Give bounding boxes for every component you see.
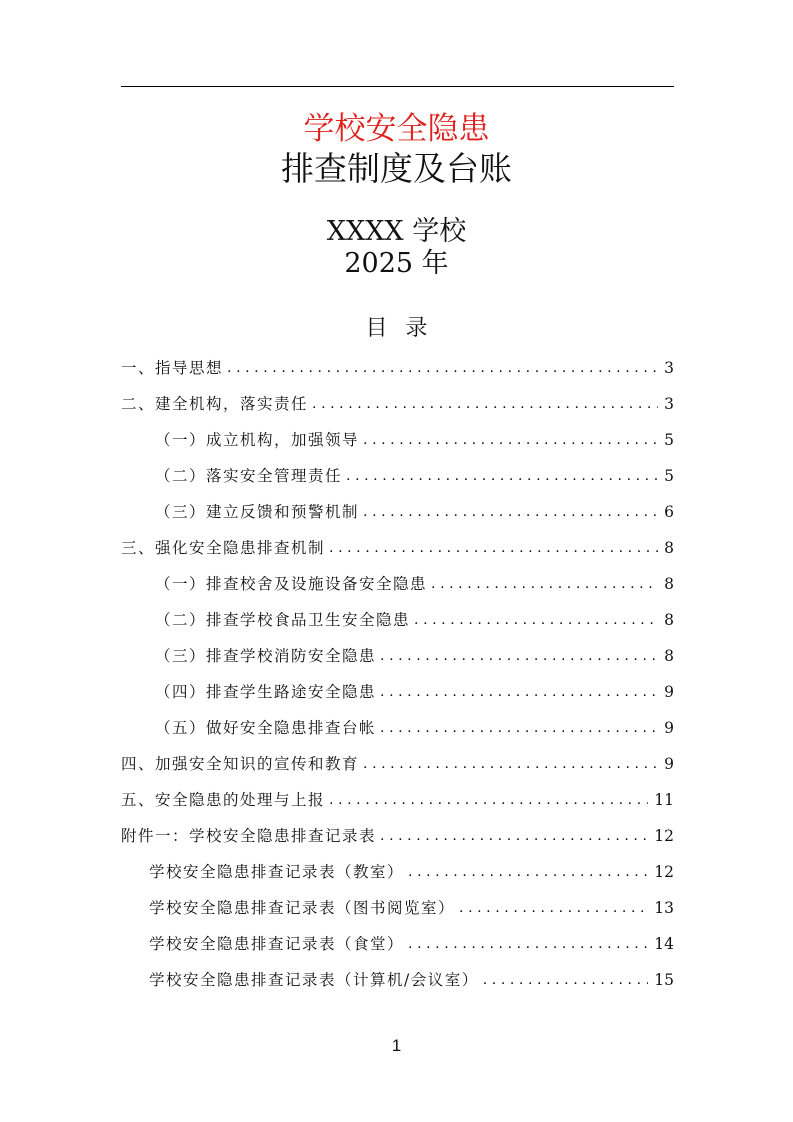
toc-entry-text: （三）排查学校消防安全隐患 <box>155 647 377 665</box>
toc-entry-page: 8 <box>664 611 674 629</box>
toc-leader-dots <box>346 466 658 486</box>
toc-entry[interactable] <box>121 926 674 962</box>
toc-entry[interactable] <box>121 350 674 386</box>
toc-entry-text: 附件一：学校安全隐患排查记录表 <box>121 827 377 845</box>
toc-entry-text: （五）做好安全隐患排查台帐 <box>155 719 377 737</box>
toc-entry[interactable] <box>121 458 674 494</box>
toc-entry-page: 12 <box>654 827 674 845</box>
school-name: XXXX 学校 <box>326 216 467 247</box>
toc-entry-text: 学校安全隐患排查记录表（图书阅览室） <box>149 899 456 917</box>
toc-leader-dots <box>329 790 648 810</box>
toc-entry-page: 8 <box>664 539 674 557</box>
document-title-line2: 排查制度及台账 <box>281 149 512 188</box>
toc-heading: 目录 <box>365 316 446 341</box>
toc-entry[interactable] <box>121 638 674 674</box>
toc-leader-dots <box>380 826 648 846</box>
toc-entry-text: （一）成立机构，加强领导 <box>155 431 360 449</box>
toc-entry-text: 学校安全隐患排查记录表（计算机/会议室） <box>149 971 479 989</box>
toc-entry[interactable] <box>121 530 674 566</box>
toc-entry[interactable] <box>121 890 674 926</box>
toc-leader-dots <box>408 934 648 954</box>
toc-entry-text: 学校安全隐患排查记录表（食堂） <box>149 935 405 953</box>
toc-leader-dots <box>380 718 658 738</box>
toc-entry-text: 二、建全机构，落实责任 <box>121 395 309 413</box>
toc-leader-dots <box>329 538 658 558</box>
toc-entry[interactable] <box>121 854 674 890</box>
toc-entry-page: 5 <box>664 467 674 485</box>
toc-entry-page: 3 <box>664 395 674 413</box>
toc-entry-page: 13 <box>654 899 674 917</box>
toc-entry-page: 14 <box>654 935 674 953</box>
toc-leader-dots <box>363 430 658 450</box>
toc-entry-page: 8 <box>664 647 674 665</box>
toc-leader-dots <box>459 898 648 918</box>
toc-leader-dots <box>227 358 658 378</box>
toc-entry[interactable] <box>121 386 674 422</box>
toc-leader-dots <box>363 754 658 774</box>
toc-entry[interactable] <box>121 962 674 998</box>
document-title-line1: 学校安全隐患 <box>303 111 490 147</box>
toc-entry-text: 三、强化安全隐患排查机制 <box>121 539 326 557</box>
toc-entry-page: 9 <box>664 755 674 773</box>
toc-entry-page: 12 <box>654 863 674 881</box>
toc-entry-page: 9 <box>664 683 674 701</box>
toc-entry-text: 四、加强安全知识的宣传和教育 <box>121 755 360 773</box>
toc-entry[interactable] <box>121 746 674 782</box>
table-of-contents <box>121 350 674 998</box>
toc-entry[interactable] <box>121 818 674 854</box>
document-year: 2025 年 <box>344 248 449 279</box>
toc-entry-page: 3 <box>664 359 674 377</box>
toc-entry-page: 15 <box>654 971 674 989</box>
toc-entry[interactable] <box>121 494 674 530</box>
toc-entry-text: 一、指导思想 <box>121 359 224 377</box>
toc-entry-page: 8 <box>664 575 674 593</box>
toc-leader-dots <box>414 610 658 630</box>
toc-leader-dots <box>380 682 658 702</box>
toc-entry-page: 11 <box>654 791 674 809</box>
toc-entry[interactable] <box>121 782 674 818</box>
toc-leader-dots <box>408 862 648 882</box>
toc-entry[interactable] <box>121 710 674 746</box>
toc-leader-dots <box>431 574 658 594</box>
toc-entry[interactable] <box>121 422 674 458</box>
toc-entry-text: （二）排查学校食品卫生安全隐患 <box>155 611 411 629</box>
toc-entry[interactable] <box>121 674 674 710</box>
toc-leader-dots <box>363 502 658 522</box>
toc-entry-text: 学校安全隐患排查记录表（教室） <box>149 863 405 881</box>
toc-entry-text: （一）排查校舍及设施设备安全隐患 <box>155 575 428 593</box>
toc-leader-dots <box>312 394 658 414</box>
toc-entry-page: 5 <box>664 431 674 449</box>
toc-entry-page: 9 <box>664 719 674 737</box>
toc-entry-text: （四）排查学生路途安全隐患 <box>155 683 377 701</box>
toc-entry[interactable] <box>121 566 674 602</box>
toc-leader-dots <box>380 646 658 666</box>
toc-entry[interactable] <box>121 602 674 638</box>
toc-entry-text: （三）建立反馈和预警机制 <box>155 503 360 521</box>
toc-entry-page: 6 <box>664 503 674 521</box>
toc-leader-dots <box>483 970 649 990</box>
toc-entry-text: 五、安全隐患的处理与上报 <box>121 791 326 809</box>
header-rule <box>121 86 674 87</box>
page-number: 1 <box>391 1036 402 1055</box>
toc-entry-text: （二）落实安全管理责任 <box>155 467 343 485</box>
